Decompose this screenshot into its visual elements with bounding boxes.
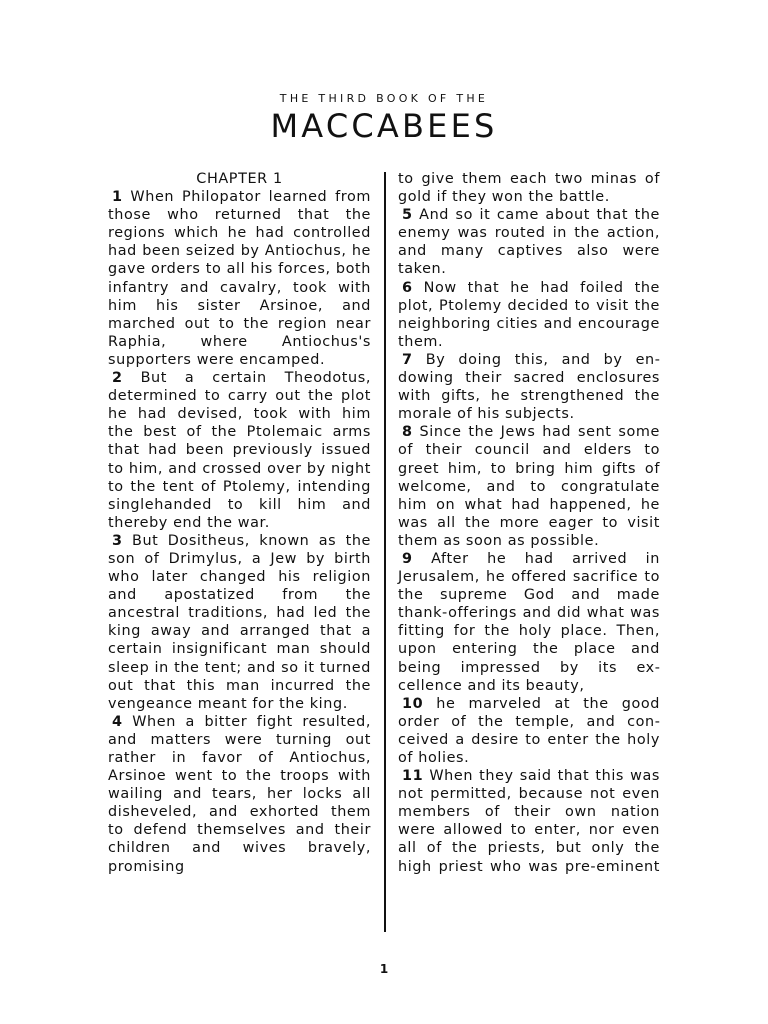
- verse-number: 8: [402, 424, 413, 441]
- verse-number: 1: [112, 189, 123, 206]
- book-title: MACCABEES: [270, 107, 498, 145]
- verse-text: When a bitter fight resulted, and matters were turning out rather in favor of Antiochus, Arsinoe went to the troops with wailing and tears, her locks all disheveled, and exhorted them to defend themselves and their children and wives bravely, promising: [108, 713, 371, 875]
- verse: [398, 423, 660, 550]
- verse-number: 2: [112, 370, 123, 387]
- verse-text: When Philopator learned from those who returned that the regions which he had controlled had been seized by Antiochus, he gave orders to all his forces, both infantry and cavalry, took with him his sister Arsinoe, and marched out to the region near Raphia, where Antiochus's supporters were encamped.: [108, 189, 371, 368]
- verse-text: And so it came about that the enemy was routed in the action, and many captives also were taken.: [398, 207, 660, 278]
- verse: [108, 369, 371, 532]
- chapter-heading: CHAPTER 1: [196, 171, 283, 187]
- column-divider: [384, 172, 386, 932]
- verse: [108, 188, 371, 369]
- verse: [398, 767, 660, 876]
- verse: [398, 279, 660, 351]
- verse: [398, 351, 660, 423]
- verse-text: By doing this, and by endowing their sacred enclosures with gifts, he strengthened the morale of his subjects.: [398, 351, 660, 423]
- verse: [108, 532, 371, 713]
- verse-number: 11: [402, 768, 424, 785]
- right-column: [398, 170, 660, 876]
- continuation-text: to give them each two minas of gold if they won the battle.: [398, 171, 660, 206]
- verse-text: But a certain Theodotus, determined to carry out the plot he had devised, took with him the best of the Ptolemaic arms that had been previously issued to him, and crossed over by night to the tent of Ptolemy, intending singlehanded to kill him and thereby end the war.: [108, 370, 371, 531]
- verse-number: 4: [112, 713, 123, 730]
- verse-number: 10: [402, 695, 424, 712]
- left-column: [108, 170, 371, 876]
- verse-text: Since the Jews had sent some of their council and elders to greet him, to bring him gifts of welcome, and to congratulate him on what had happened, he was all the more eager to visit them as soon as possible.: [398, 424, 660, 549]
- verse-number: 3: [112, 532, 123, 549]
- verse-text: But Dositheus, known as the son of Drimylus, a Jew by birth who later changed his religion and apostatized from the ancestral traditions, had led the king away and arranged that a certain insignificant man should sleep in the tent; and so it turned out that this man incurred the vengeance meant for the king.: [108, 532, 371, 712]
- verse-number: 6: [402, 279, 413, 296]
- page-number: 1: [379, 962, 389, 976]
- verse-text: Now that he had foiled the plot, Ptolemy decided to visit the neighboring cities and encourage them.: [398, 279, 660, 350]
- verse: [398, 550, 660, 695]
- verse-number: 9: [402, 550, 413, 567]
- verse-text: When they said that this was not permitted, because not even members of their own nation were allowed to enter, nor even all of the priests, but only the high priest who was pre-eminent: [398, 768, 660, 875]
- verse: [108, 713, 371, 876]
- verse-number: 5: [402, 207, 413, 224]
- book-supertitle: THE THIRD BOOK OF THE: [279, 92, 489, 105]
- verse-text: he marveled at the good order of the temple, and conceived a desire to enter the holy of holies.: [398, 695, 660, 766]
- verse: [398, 206, 660, 278]
- verse-number: 7: [402, 351, 413, 368]
- verse-text: After he had arrived in Jerusalem, he offered sacrifice to the supreme God and made thank-offerings and did what was fitting for the holy place. Then, upon entering the place and being impressed by its excellence and its beauty,: [398, 550, 660, 694]
- verse: [398, 695, 660, 767]
